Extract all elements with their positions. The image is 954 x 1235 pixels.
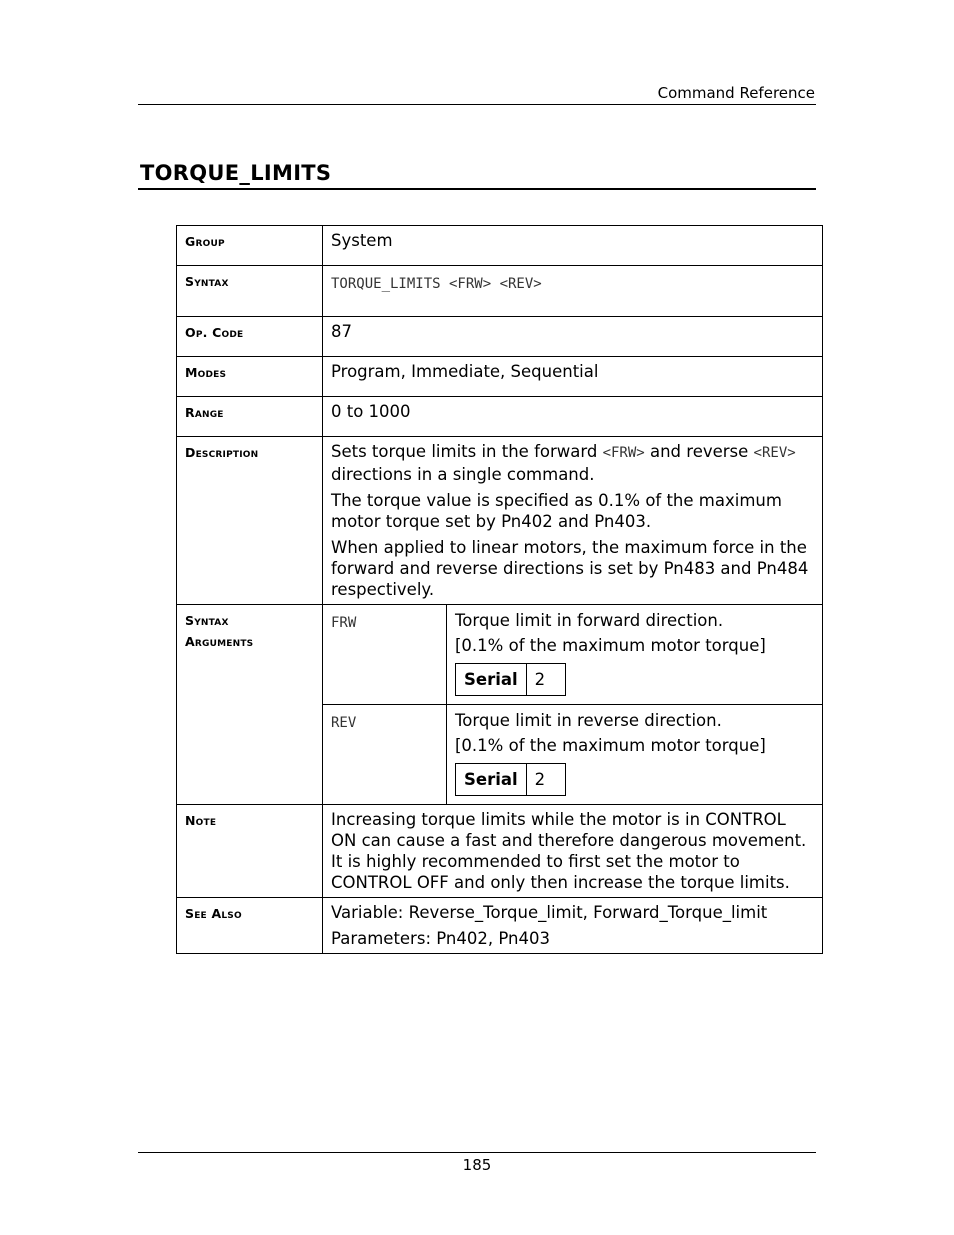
row-value-modes: Program, Immediate, Sequential <box>323 357 823 397</box>
table-row-arg-frw <box>177 605 823 705</box>
description-paragraph-1 <box>331 441 814 485</box>
arg-desc-text: Torque limit in reverse direction. <box>455 711 722 730</box>
row-label-opcode: Op. Code <box>177 317 323 357</box>
label-line: Syntax <box>185 613 229 628</box>
serial-value: 2 <box>526 764 565 796</box>
row-label-modes: Modes <box>177 357 323 397</box>
description-text: directions in a single command. <box>331 465 595 484</box>
label-line: Arguments <box>185 634 254 649</box>
table-row-note <box>177 805 823 898</box>
row-value-see-also <box>323 898 823 954</box>
arg-description <box>447 605 823 705</box>
see-also-variables: Variable: Reverse_Torque_limit, Forward_Torque_limit <box>331 903 768 922</box>
arg-desc-text: Torque limit in forward direction. <box>455 611 724 630</box>
page-number: 185 <box>462 1156 492 1174</box>
command-table <box>176 225 823 954</box>
table-row-syntax <box>177 266 823 317</box>
row-value-opcode: 87 <box>323 317 823 357</box>
arg-description <box>447 705 823 805</box>
footer-divider <box>138 1152 816 1153</box>
description-paragraph-3: When applied to linear motors, the maximum force in the forward and reverse directions is set by Pn483 and Pn484 respectively. <box>331 538 809 599</box>
table-row-opcode <box>177 317 823 357</box>
row-value-syntax: TORQUE_LIMITS <FRW> <REV> <box>323 266 823 317</box>
arg-name: REV <box>323 705 447 805</box>
arg-name: FRW <box>323 605 447 705</box>
page-title: TORQUE_LIMITS <box>140 161 332 185</box>
running-header: Command Reference <box>657 84 815 102</box>
table-row-modes <box>177 357 823 397</box>
description-text: and reverse <box>644 442 754 461</box>
table-row-description <box>177 437 823 605</box>
rev-code: <REV> <box>753 445 796 461</box>
row-value-note: Increasing torque limits while the motor is in CONTROL ON can cause a fast and therefore dangerous movement. It is highly recommended to first set the motor to CONTROL OFF and only then increase the torque limits. <box>323 805 823 898</box>
frw-code: <FRW> <box>602 445 645 461</box>
table-row-group <box>177 226 823 266</box>
description-text: Sets torque limits in the forward <box>331 442 603 461</box>
title-underline <box>138 188 816 190</box>
header-divider <box>138 104 816 105</box>
row-value-group: System <box>323 226 823 266</box>
serial-table <box>455 763 566 796</box>
serial-table <box>455 663 566 696</box>
table-row-range <box>177 397 823 437</box>
serial-label: Serial <box>456 764 527 796</box>
description-paragraph-2: The torque value is specified as 0.1% of the maximum motor torque set by Pn402 and Pn403. <box>331 491 782 531</box>
arg-unit-text: [0.1% of the maximum motor torque] <box>455 736 766 755</box>
arg-unit-text: [0.1% of the maximum motor torque] <box>455 636 766 655</box>
row-label-note: Note <box>177 805 323 898</box>
row-value-description <box>323 437 823 605</box>
serial-value: 2 <box>526 664 565 696</box>
row-label-see-also: See Also <box>177 898 323 954</box>
serial-label: Serial <box>456 664 527 696</box>
row-value-range: 0 to 1000 <box>323 397 823 437</box>
see-also-parameters: Parameters: Pn402, Pn403 <box>331 929 550 948</box>
row-label-description: Description <box>177 437 323 605</box>
row-label-syntax-arguments <box>177 605 323 805</box>
row-label-syntax: Syntax <box>177 266 323 317</box>
row-label-group: Group <box>177 226 323 266</box>
row-label-range: Range <box>177 397 323 437</box>
table-row-see-also <box>177 898 823 954</box>
